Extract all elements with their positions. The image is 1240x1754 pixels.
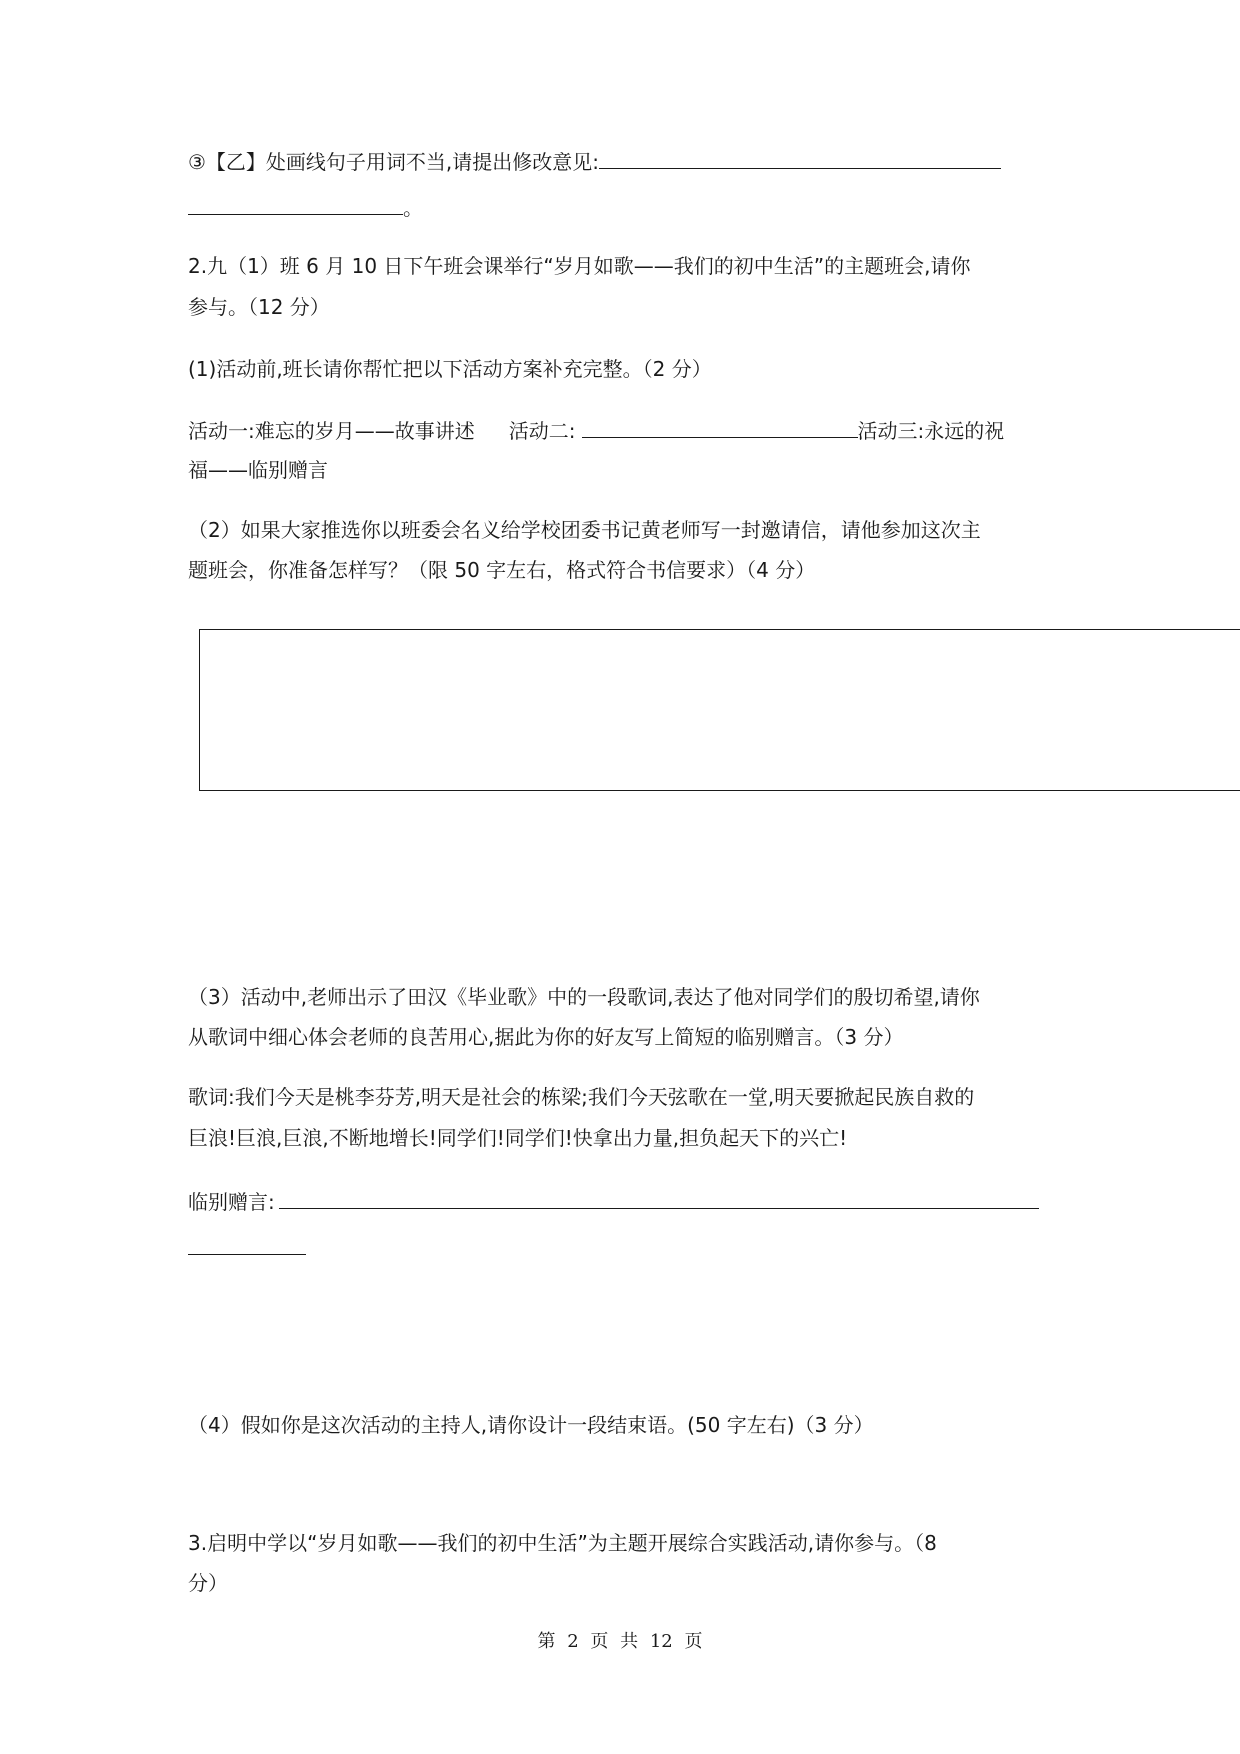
farewell-line1	[188, 1186, 1039, 1217]
lyrics-line2: 巨浪!巨浪,巨浪,不断地增长!同学们!同学们!快拿出力量,担负起天下的兴亡!	[188, 1126, 848, 1150]
q2-4-prompt: （4）假如你是这次活动的主持人,请你设计一段结束语。(50 字左右)（3 分）	[188, 1413, 874, 1437]
lyrics-line1: 歌词:我们今天是桃李芬芳,明天是社会的栋梁;我们今天弦歌在一堂,明天要掀起民族自救的	[188, 1085, 975, 1109]
q2-2-prompt-line1: （2）如果大家推选你以班委会名义给学校团委书记黄老师写一封邀请信，请他参加这次主	[188, 518, 981, 542]
farewell-answer-blank-cont[interactable]	[188, 1232, 306, 1255]
q1-3-line1	[188, 146, 1001, 177]
q2-3-prompt-line1: （3）活动中,老师出示了田汉《毕业歌》中的一段歌词,表达了他对同学们的殷切希望,请你	[188, 985, 980, 1009]
q1-3-text: ③【乙】处画线句子用词不当,请提出修改意见:	[188, 150, 600, 174]
farewell-answer-blank[interactable]	[279, 1186, 1039, 1209]
q2-1-activities-line1	[188, 415, 1004, 446]
q2-intro-line1: 2.九（1）班 6 月 10 日下午班会课举行“岁月如歌——我们的初中生活”的主题班会,请你	[188, 254, 971, 278]
q3-line1: 3.启明中学以“岁月如歌——我们的初中生活”为主题开展综合实践活动,请你参与。（8	[188, 1531, 937, 1555]
q2-intro-line2: 参与。（12 分）	[188, 295, 330, 319]
farewell-label: 临别赠言:	[188, 1190, 275, 1214]
q1-3-answer-blank-cont[interactable]	[188, 192, 403, 215]
q1-3-period: 。	[403, 196, 423, 220]
q3-line2: 分）	[188, 1571, 228, 1595]
farewell-line2	[188, 1232, 306, 1263]
activity-2-label: 活动二:	[508, 419, 576, 443]
q2-3-prompt-line2: 从歌词中细心体会老师的良苦用心,据此为你的好友写上简短的临别赠言。（3 分）	[188, 1025, 904, 1049]
q2-1-prompt: (1)活动前,班长请你帮忙把以下活动方案补充完整。（2 分）	[188, 357, 712, 381]
page-number-footer: 第 2 页 共 12 页	[537, 1631, 703, 1652]
activity-3-end: 福——临别赠言	[188, 458, 328, 482]
q2-2-prompt-line2: 题班会，你准备怎样写？（限 50 字左右，格式符合书信要求）（4 分）	[188, 558, 816, 582]
activity-3-start: 活动三:永远的祝	[857, 419, 1005, 443]
invitation-answer-box[interactable]	[199, 629, 1240, 791]
activity-2-blank[interactable]	[582, 415, 858, 438]
q1-3-line2	[188, 192, 423, 223]
activity-1: 活动一:难忘的岁月——故事讲述	[188, 419, 475, 443]
q1-3-answer-blank[interactable]	[599, 146, 1001, 169]
